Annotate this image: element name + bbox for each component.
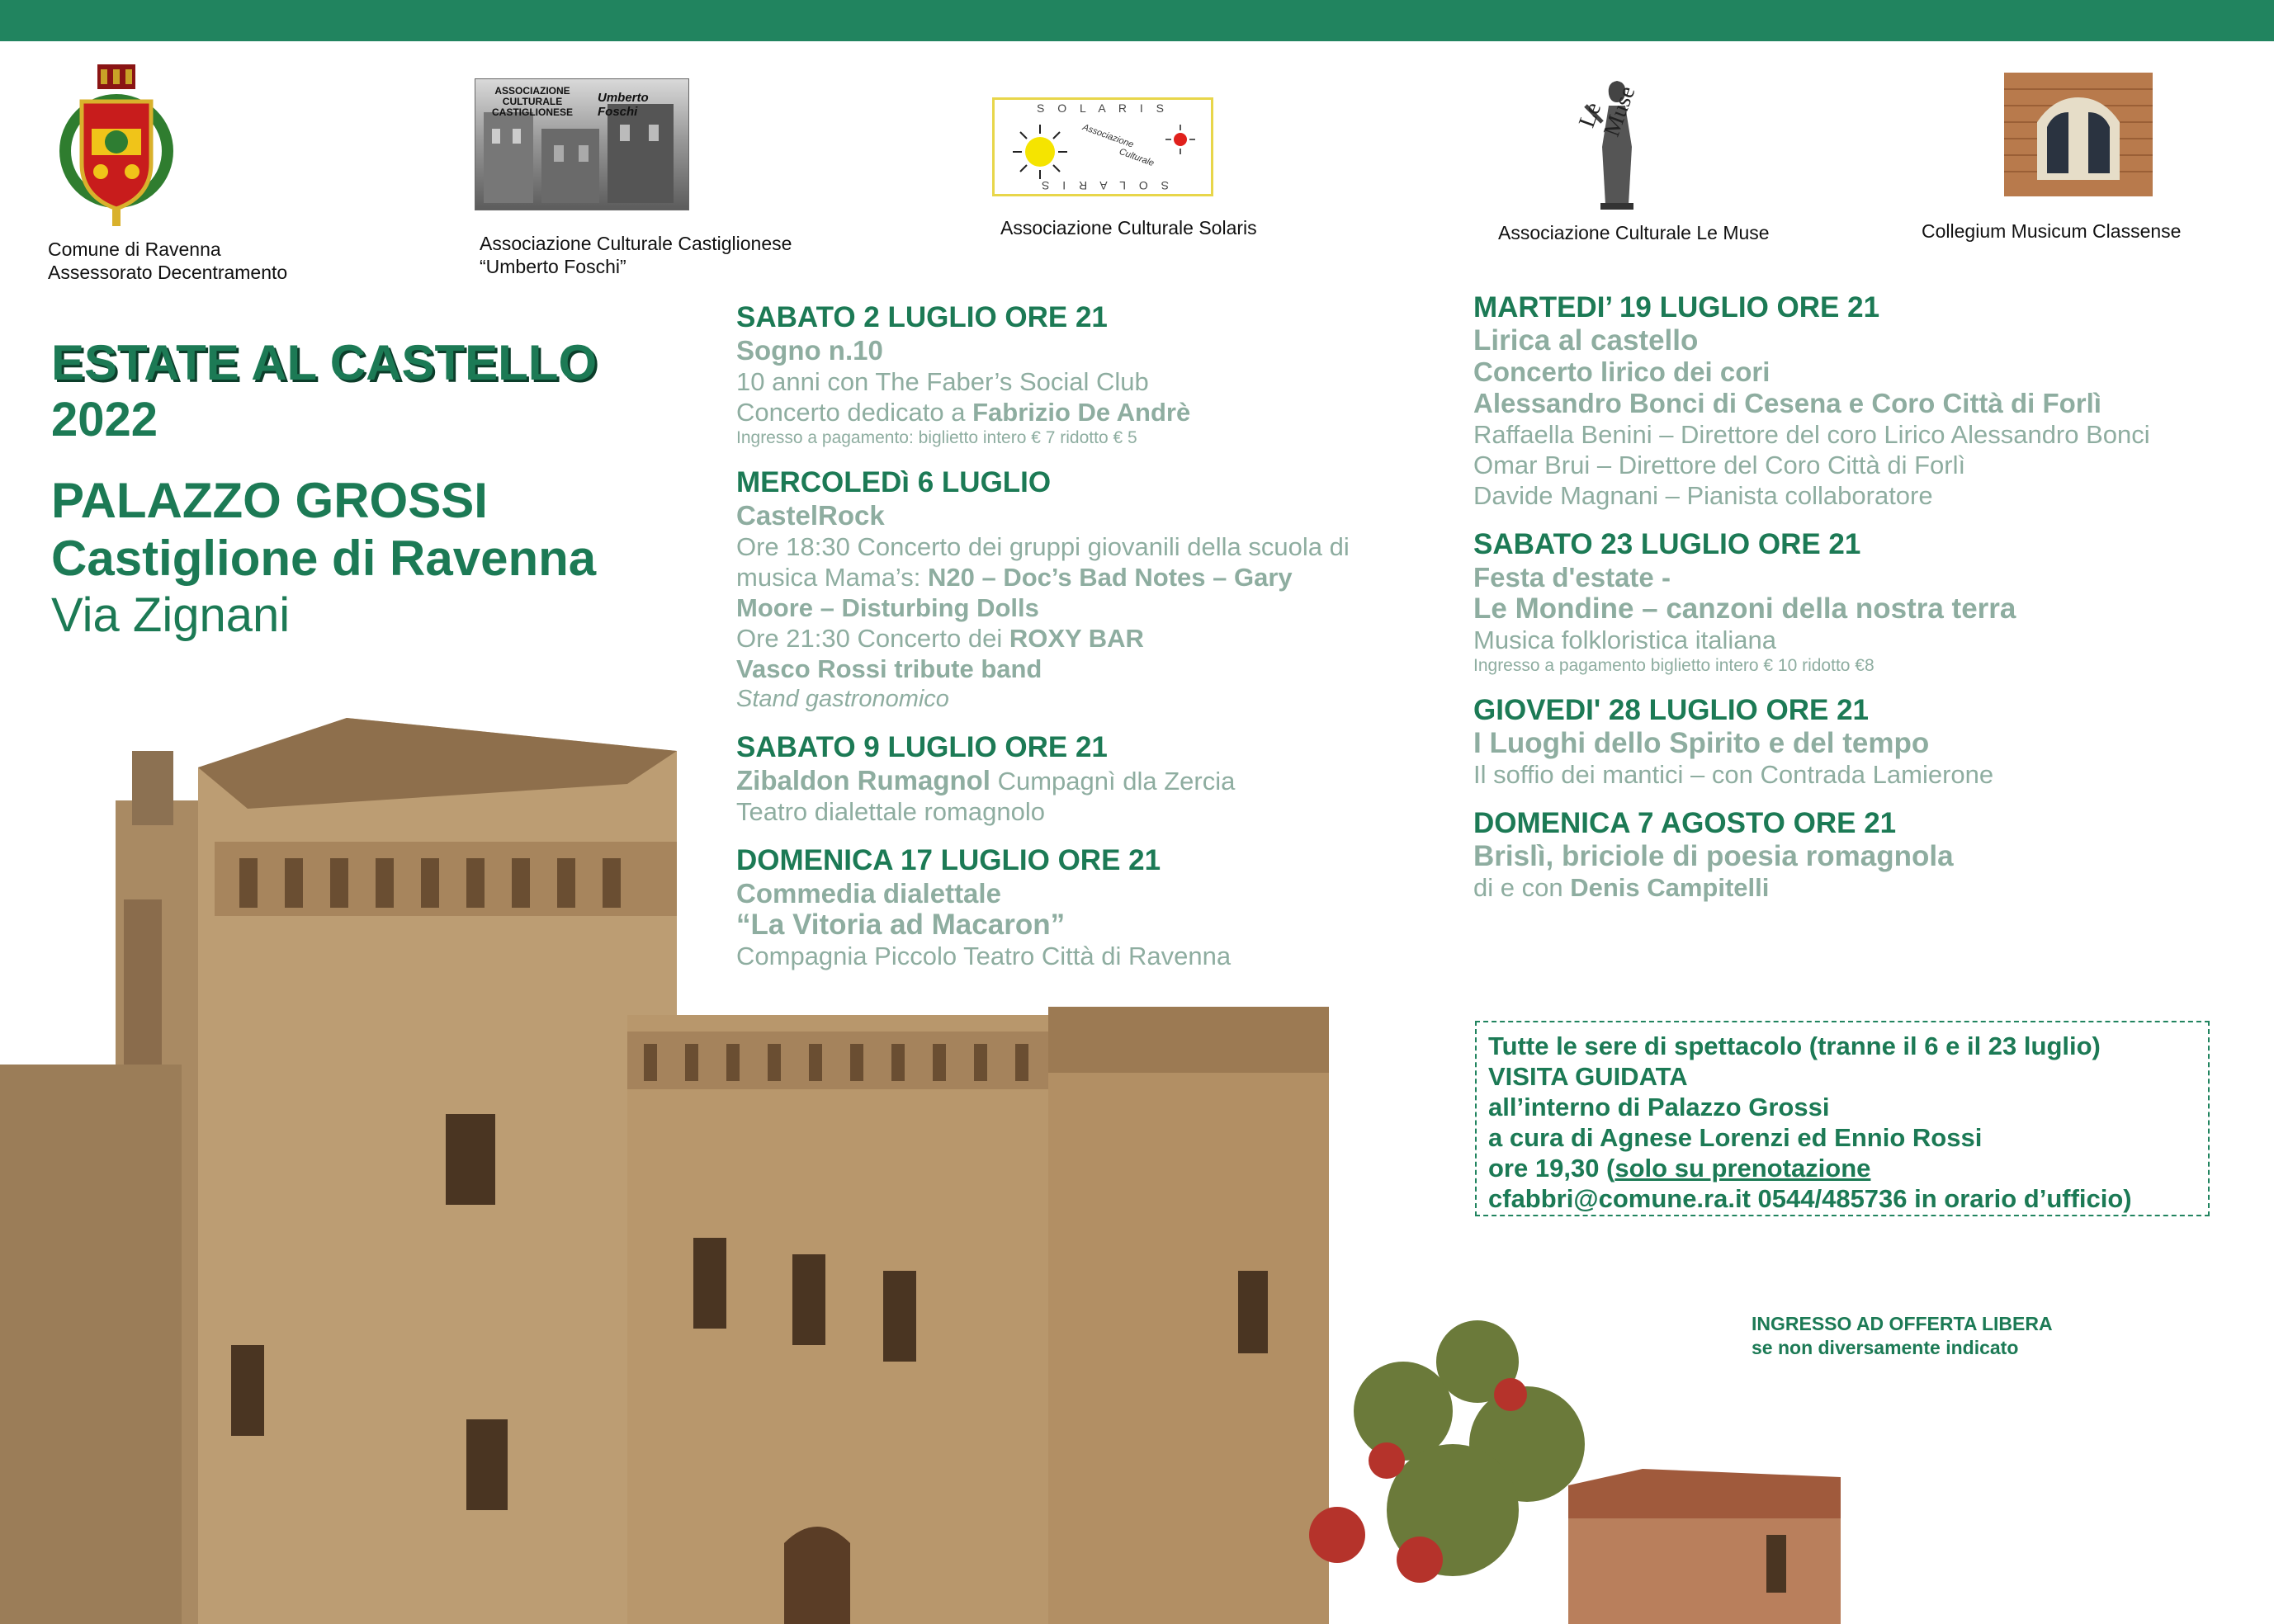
event-text-bold: ROXY BAR (1009, 624, 1144, 653)
logo-art-text: Le Muse (1574, 83, 1641, 140)
logo-art-text: Culturale (1118, 146, 1156, 169)
event-item (1473, 806, 2241, 903)
logo-art-text: Associazione (1080, 122, 1135, 150)
logo-caption: Collegium Musicum Classense (1922, 220, 2182, 242)
logo-art-text: CASTIGLIONESE (492, 106, 574, 118)
event-text: Cumpagnì dla Zercia (990, 767, 1236, 795)
event-text-bold: Moore – Disturbing Dolls (736, 593, 1039, 622)
event-text-bold: Vasco Rossi tribute band (736, 654, 1042, 683)
free-entry-note (1752, 1312, 2053, 1360)
event-text-bold: Denis Campitelli (1570, 873, 1770, 902)
event-title: Brislì, briciole di poesia romagnola (1473, 840, 1954, 872)
event-title: Le Mondine – canzoni della nostra terra (1473, 592, 2016, 625)
event-line: Raffaella Benini – Direttore del coro Lirico Alessandro Bonci (1473, 420, 2150, 449)
free-entry-line: se non diversamente indicato (1752, 1337, 2019, 1358)
event-line (736, 562, 1438, 592)
event-line (736, 654, 1438, 684)
event-text: Ore 21:30 Concerto dei (736, 624, 1009, 653)
visit-contact: cfabbri@comune.ra.it 0544/485736 in orario d’ufficio) (1488, 1184, 2132, 1213)
event-line: Ore 18:30 Concerto dei gruppi giovanili della scuola di (736, 532, 1350, 561)
event-title: Sogno n.10 (736, 335, 883, 366)
red-sun-icon (1164, 123, 1197, 156)
event-item (736, 300, 1438, 449)
event-line (736, 397, 1438, 427)
event-title: I Luoghi dello Spirito e del tempo (1473, 727, 1930, 759)
event-date: SABATO 9 LUGLIO ORE 21 (736, 731, 1108, 763)
event-item (1473, 693, 2241, 790)
event-item (1473, 290, 2241, 511)
event-text-bold: Fabrizio De Andrè (972, 398, 1191, 427)
visit-time: ore 19,30 ( (1488, 1154, 1615, 1183)
window-icon (2004, 73, 2153, 196)
free-entry-line: INGRESSO AD OFFERTA LIBERA (1752, 1313, 2053, 1334)
venue-street: Via Zignani (51, 588, 291, 642)
logo-art-text: S O L A R I S (1037, 102, 1169, 115)
event-title: Festa d'estate - (1473, 562, 1671, 592)
event-line: Omar Brui – Direttore del Coro Città di Forlì (1473, 451, 1966, 479)
event-date: DOMENICA 7 AGOSTO ORE 21 (1473, 807, 1897, 839)
event-item (736, 465, 1438, 714)
event-text: Concerto dedicato a (736, 398, 973, 427)
event-line: Compagnia Piccolo Teatro Città di Ravenna (736, 942, 1232, 970)
visit-line (1488, 1153, 2196, 1183)
event-item (736, 843, 1438, 971)
event-note: Stand gastronomico (736, 686, 949, 712)
event-title: Lirica al castello (1473, 324, 1699, 356)
logo-caption: Associazione Culturale Le Muse (1498, 222, 1770, 243)
event-line: Davide Magnani – Pianista collaboratore (1473, 481, 1933, 510)
visit-line: a cura di Agnese Lorenzi ed Ennio Rossi (1488, 1123, 1983, 1152)
event-line (736, 623, 1438, 654)
event-line: 10 anni con The Faber’s Social Club (736, 367, 1149, 396)
logo-caption: Assessorato Decentramento (48, 262, 288, 283)
visit-line: Tutte le sere di spettacolo (tranne il 6 e il 23 luglio) (1488, 1032, 2101, 1060)
event-date: SABATO 23 LUGLIO ORE 21 (1473, 528, 1861, 560)
event-series-title: ESTATE AL CASTELLO (51, 335, 598, 390)
event-date: MERCOLEDì 6 LUGLIO (736, 466, 1052, 498)
event-year: 2022 (51, 393, 158, 446)
venue-name: PALAZZO GROSSI (51, 473, 488, 528)
event-subtitle: Concerto lirico dei cori (1473, 356, 1771, 387)
event-text: musica Mama’s: (736, 563, 928, 592)
venue-town: Castiglione di Ravenna (51, 531, 597, 586)
coat-of-arms-icon (54, 64, 178, 229)
event-title: CastelRock (736, 500, 885, 531)
event-line (736, 592, 1438, 623)
event-ticket-info: Ingresso a pagamento: biglietto intero € 7 ridotto € 5 (736, 428, 1137, 447)
logo-caption: Associazione Culturale Solaris (1000, 217, 1257, 238)
events-column-left (736, 300, 1438, 988)
sun-icon (1011, 123, 1069, 181)
logo-art-text: CULTURALE (502, 96, 563, 107)
logo-caption: Associazione Culturale Castiglionese (480, 233, 792, 254)
event-date: SABATO 2 LUGLIO ORE 21 (736, 301, 1108, 333)
logo-art-text: S O L A R I S (1037, 179, 1169, 192)
event-title: “La Vitoria ad Macaron” (736, 909, 1066, 941)
event-line (1473, 872, 2241, 903)
visit-line: VISITA GUIDATA (1488, 1062, 1688, 1091)
event-ticket-info: Ingresso a pagamento biglietto intero € 10 ridotto €8 (1473, 656, 1875, 675)
logo-caption: Comune di Ravenna (48, 238, 221, 260)
booking-required-text: solo su prenotazione (1614, 1154, 1871, 1183)
event-date: MARTEDI’ 19 LUGLIO ORE 21 (1473, 291, 1880, 323)
logo-art-text: Umberto Foschi (598, 91, 649, 119)
event-title: Commedia dialettale (736, 878, 1001, 909)
guided-visit-box (1475, 1021, 2210, 1216)
event-line: Musica folkloristica italiana (1473, 626, 1776, 654)
event-text: di e con (1473, 873, 1571, 902)
engraving-image (475, 78, 689, 210)
event-line: Il soffio dei mantici – con Contrada Lamierone (1473, 760, 1994, 789)
event-item (736, 730, 1438, 827)
event-date: GIOVEDI' 28 LUGLIO ORE 21 (1473, 694, 1869, 726)
event-line: Teatro dialettale romagnolo (736, 797, 1045, 826)
logo-caption: “Umberto Foschi” (480, 256, 626, 277)
event-subtitle: Alessandro Bonci di Cesena e Coro Città di Forlì (1473, 388, 2101, 418)
event-text-bold: Zibaldon Rumagnol (736, 765, 990, 795)
event-item (1473, 527, 2241, 677)
events-column-right (1473, 290, 2241, 919)
event-date: DOMENICA 17 LUGLIO ORE 21 (736, 844, 1161, 876)
visit-line: all’interno di Palazzo Grossi (1488, 1093, 1830, 1121)
top-green-bar (0, 0, 2274, 41)
logo-art-text: ASSOCIAZIONE (494, 85, 570, 97)
event-line (736, 765, 1438, 796)
event-text-bold: N20 – Doc’s Bad Notes – Gary (928, 563, 1293, 592)
